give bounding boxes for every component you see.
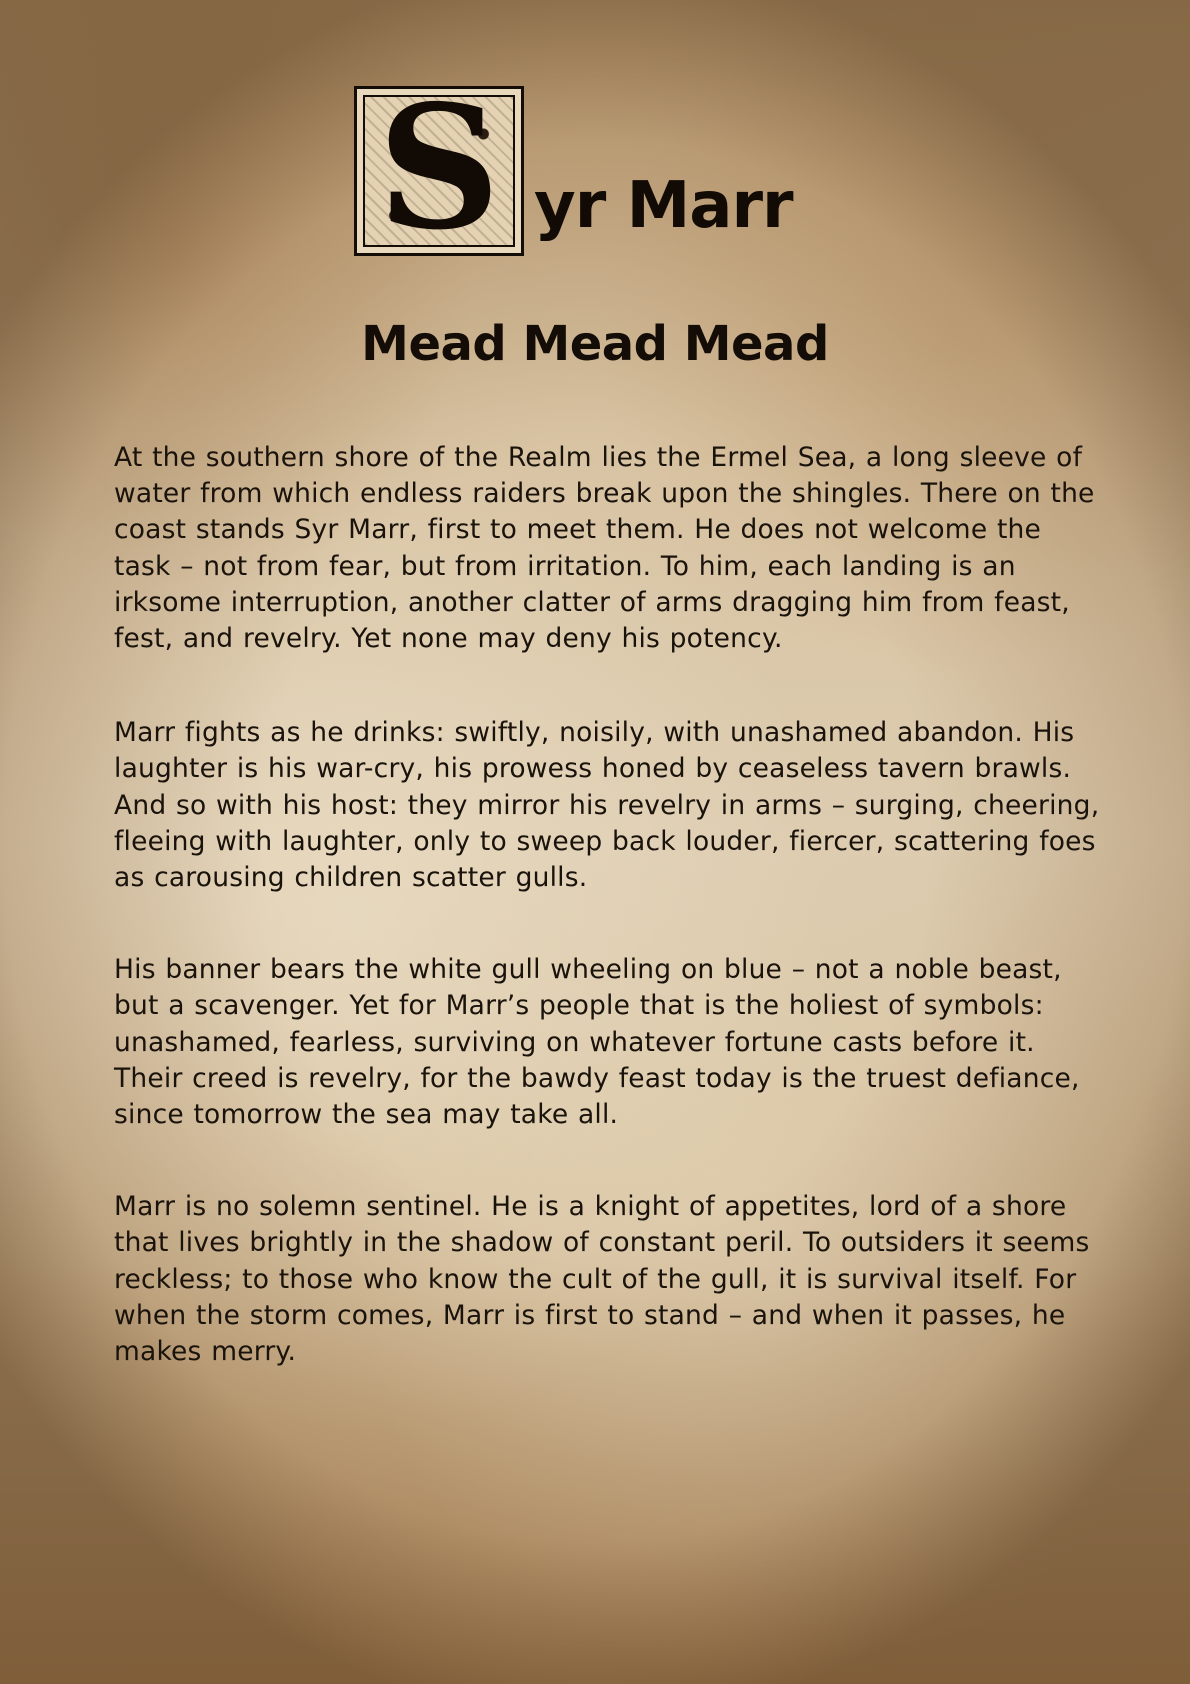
paragraph-4: Marr is no solemn sentinel. He is a knight of appetites, lord of a shore that lives brightly in the shadow of constant peril. To outsiders it seems reckless; to those who know the cult of the gull, it is survival itself. For when the storm comes, Marr is first to stand – and when it passes, he makes merry. (114, 1191, 1090, 1368)
initial-letter: S (377, 95, 501, 247)
illuminated-initial (354, 86, 524, 256)
paragraph-1: At the southern shore of the Realm lies the Ermel Sea, a long sleeve of water from which endless raiders break upon the shingles. There on the coast stands Syr Marr, first to meet them. He does not welcome the task – not from fear, but from irritation. To him, each landing is an irksome interruption, another clatter of arms dragging him from feast, fest, and revelry. Yet none may deny his potency. (114, 442, 1095, 655)
page-title (354, 84, 793, 256)
paragraph-3: His banner bears the white gull wheeling on blue – not a noble beast, but a scavenger. Yet for Marr’s people that is the holiest of symbols: unashamed, fearless, surviving on whatever fortune casts before it. Their creed is revelry, for the bawdy feast today is the truest defiance, since tomorrow the sea may take all. (114, 954, 1080, 1131)
body-text (114, 440, 1104, 1426)
subtitle: Mead Mead Mead (361, 316, 829, 372)
paragraph-2: Marr fights as he drinks: swiftly, noisily, with unashamed abandon. His laughter is his war-cry, his prowess honed by ceaseless tavern brawls. And so with his host: they mirror his revelry in arms – surging, cheering, fleeing with laughter, only to sweep back louder, fiercer, scattering foes as carousing children scatter gulls. (114, 717, 1100, 894)
initial-ornament (363, 95, 515, 247)
title-text: yr Marr (534, 169, 793, 243)
